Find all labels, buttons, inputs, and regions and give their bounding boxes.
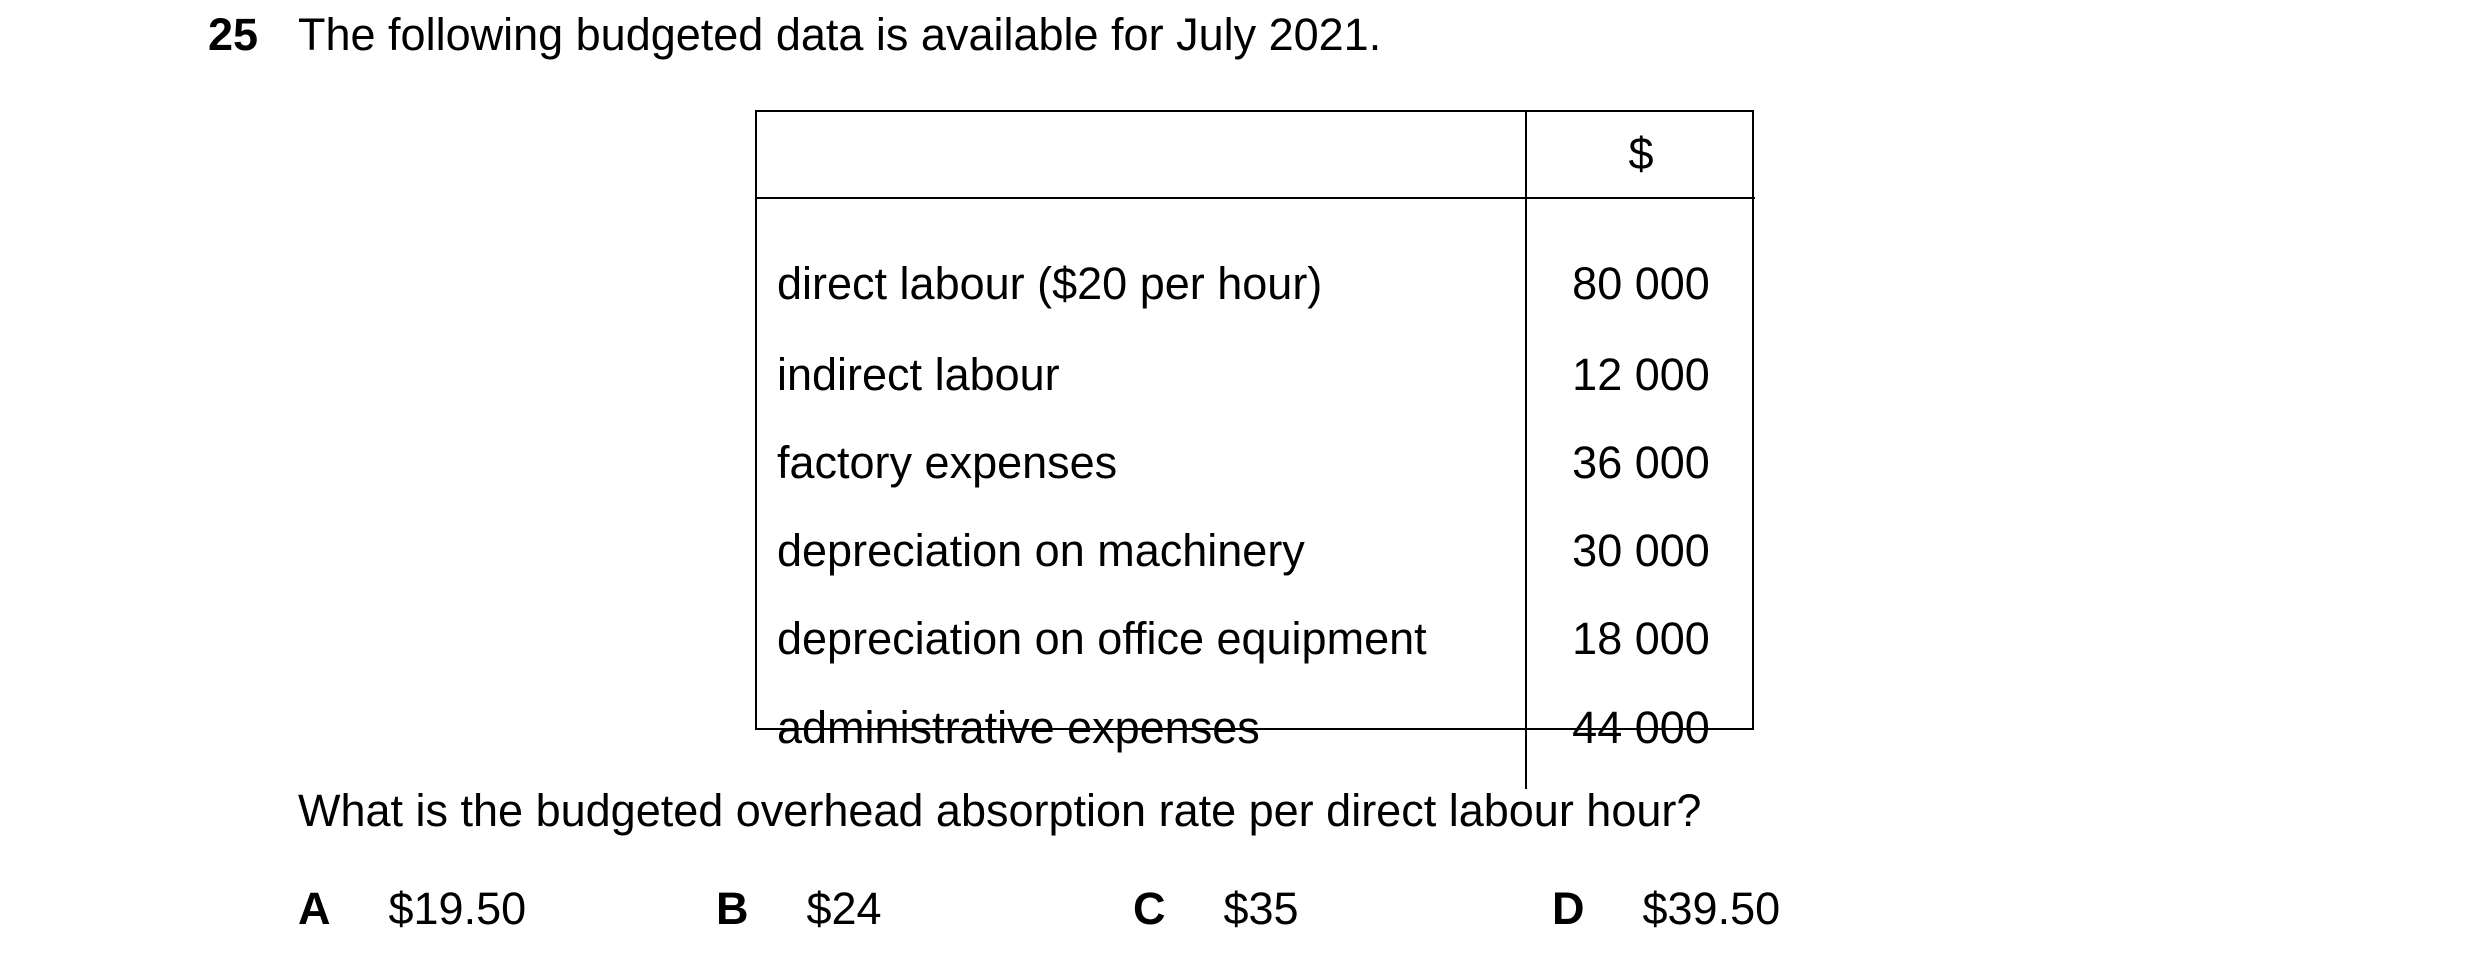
budget-table (755, 111, 1755, 789)
row-label: direct labour ($20 per hour) (755, 198, 1526, 331)
table-row (755, 507, 1755, 595)
header-currency-cell: $ (1526, 111, 1755, 198)
row-amount: 36 000 (1572, 437, 1710, 488)
row-label: factory expenses (755, 419, 1526, 507)
option-value: $24 (806, 883, 882, 934)
option-letter: D (1552, 883, 1585, 934)
table-row (755, 419, 1755, 507)
option-value: $39.50 (1642, 883, 1781, 934)
row-label: indirect labour (755, 331, 1526, 419)
option-value: $19.50 (388, 883, 527, 934)
table-row (755, 683, 1755, 789)
row-amount: 30 000 (1572, 525, 1710, 576)
table-header-row (755, 111, 1755, 198)
question-intro: The following budgeted data is available for July 2021. (298, 9, 1382, 60)
option-letter: A (298, 883, 331, 934)
row-label: administrative expenses (755, 683, 1526, 789)
option-a (298, 882, 526, 936)
row-label: depreciation on office equipment (755, 595, 1526, 683)
row-amount: 12 000 (1572, 349, 1710, 400)
option-letter: B (716, 883, 749, 934)
question-prompt: What is the budgeted overhead absorption rate per direct labour hour? (298, 785, 1702, 836)
table-row (755, 331, 1755, 419)
option-b (716, 882, 882, 936)
row-amount: 18 000 (1572, 613, 1710, 664)
option-d (1552, 882, 1780, 936)
row-amount: 44 000 (1572, 702, 1710, 753)
row-amount: 80 000 (1572, 258, 1710, 309)
option-value: $35 (1223, 883, 1299, 934)
row-label: depreciation on machinery (755, 507, 1526, 595)
header-label-cell (755, 111, 1526, 198)
option-c (1133, 882, 1299, 936)
question-number: 25 (208, 9, 259, 60)
option-letter: C (1133, 883, 1166, 934)
table-row (755, 595, 1755, 683)
table-row (755, 198, 1755, 331)
